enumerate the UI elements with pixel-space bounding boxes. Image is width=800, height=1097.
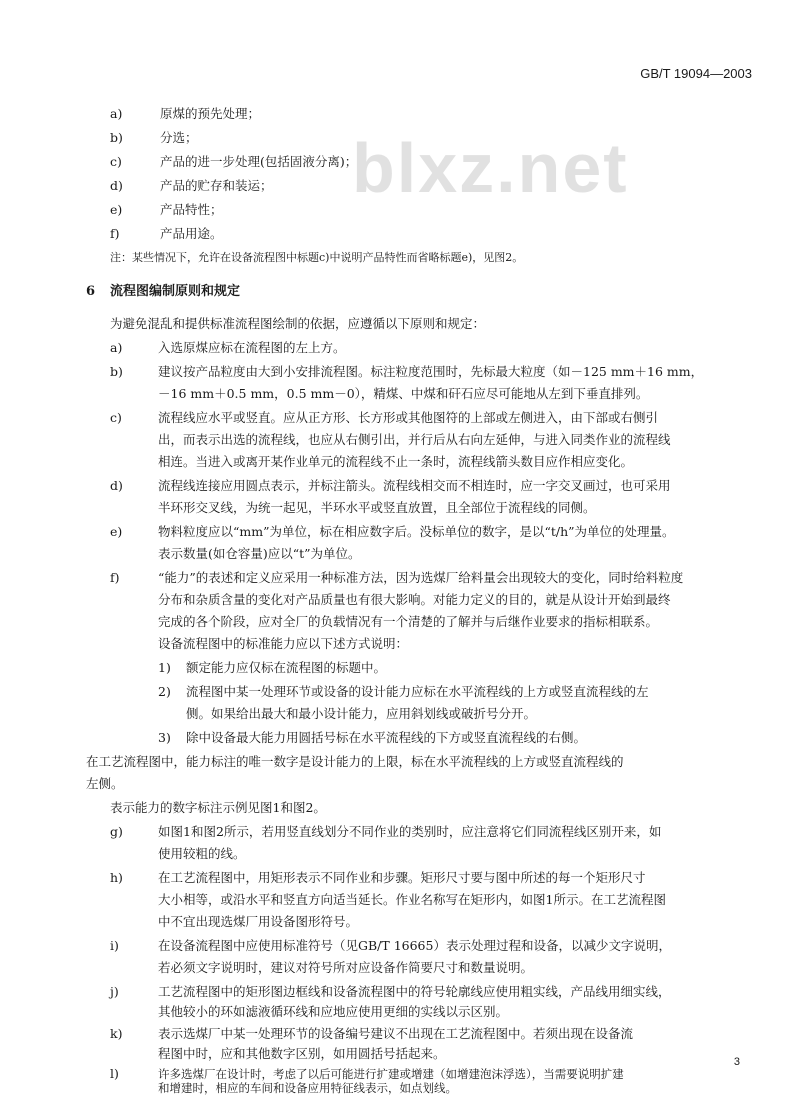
document-page: GB/T 19094—2003 blxz.net a) 原煤的预先处理； b) 分选； c) 产品的进一步处理(包括固液分离)； d) 产品的贮存和装运； e) 产品特性； f) 产品用途。 注：某些情况下，允许在设备流程图中标题c)中说明产品特性而省略标题e)，见图2。 6 流程图编制原则和规定 为避免混乱和提供标准流程图绘制的依据，应遵循以下原则和规定： a) 入选原煤应标在流程图的左上方。 b) 建议按产品粒度由大到小安排流程图。标注粒度范围时，先标最大粒度（如－125 mm＋16 mm， －16 mm＋0.5 mm，0.5 mm－0），精煤、中煤和矸石应尽可能地从左到下垂直排列。 c) 流程线应水平或竖直。应从正方形、长方形或其他图符的上部或左侧进入，由下部或右侧引 出，而表示出选的流程线，也应从右侧引出，并行后从右向左延伸，与进入同类作业的流程线 相连。当进入或离开某作业单元的流程线不止一条时，流程线箭头数目应作相应变化。 d) 流程线连接应用圆点表示，并标注箭头。流程线相交而不相连时，应一字交叉画过，也可采用 半环形交叉线，为统一起见，半环水平或竖直放置，且全部位于流程线的同侧。 e) 物料粒度应以“mm”为单位，标在相应数字后。没标单位的数字，是以“t/h”为单位的处理量。 表示数量(如仓容量)应以“t”为单位。 f) “能力”的表述和定义应采用一种标准方法，因为选煤厂给料量会出现较大的变化，同时给料粒度 分布和杂质含量的变化对产品质量也有很大影响。对能力定义的目的，就是从设计开始到最终 完成的各个阶段，应对全厂的负载情况有一个清楚的了解并与后继作业要求的指标相联系。 设备流程图中的标准能力应以下述方式说明： 1) 额定能力应仅标在流程图的标题中。 2) 流程图中某一处理环节或设备的设计能力应标在水平流程线的上方或竖直流程线的左 侧。如果给出最大和最小设计能力，应用斜划线或破折号分开。 3) 除中设备最大能力用圆括号标在水平流程线的下方或竖直流程线的右侧。 在工艺流程图中，能力标注的唯一数字是设计能力的上限，标在水平流程线的上方或竖直流程线的 左侧。 表示能力的数字标注示例见图1和图2。 g) 如图1和图2所示，若用竖直线划分不同作业的类别时，应注意将它们同流程线区别开来，如 使用较粗的线。 h) 在工艺流程图中，用矩形表示不同作业和步骤。矩形尺寸要与图中所述的每一个矩形尺寸 大小相等，或沿水平和竖直方向适当延长。作业名称写在矩形内，如图1所示。在工艺流程图 中不宜出现选煤厂用设备图形符号。 i) 在设备流程图中应使用标准符号（见GB/T 16665）表示处理过程和设备，以减少文字说明， 若必须文字说明时，建议对符号所对应设备作简要尺寸和数量说明。 j) 工艺流程图中的矩形图边框线和设备流程图中的符号轮廓线应使用粗实线，产品线用细实线， 其他较小的环如滤液循环线和应地应使用更细的实线以示区别。 k) 表示选煤厂中某一处理环节的设备编号建议不出现在工艺流程图中。若须出现在设备流 程图中时，应和其他数字区别，如用圆括号括起来。 l) 许多选煤厂在设计时，考虑了以后可能进行扩建或增建（如增建泡沫浮选），当需要说明扩建 和增建时，相应的车间和设备应用特征线表示，如点划线。 3 (86, 66, 752, 1095)
paragraph-line: 在工艺流程图中，能力标注的唯一数字是设计能力的上限，标在水平流程线的上方或竖直流程线的 (86, 754, 624, 769)
section-intro: 为避免混乱和提供标准流程图绘制的依据，应遵循以下原则和规定： (110, 316, 486, 331)
standard-code: GB/T 19094—2003 (640, 66, 752, 81)
paragraph-line: 表示能力的数字标注示例见图1和图2。 (110, 800, 326, 815)
note: 注：某些情况下，允许在设备流程图中标题c)中说明产品特性而省略标题e)，见图2。 (110, 251, 524, 264)
watermark: blxz.net (352, 129, 629, 207)
paragraph-line: 左侧。 (86, 776, 124, 791)
page-number: 3 (733, 1056, 740, 1068)
